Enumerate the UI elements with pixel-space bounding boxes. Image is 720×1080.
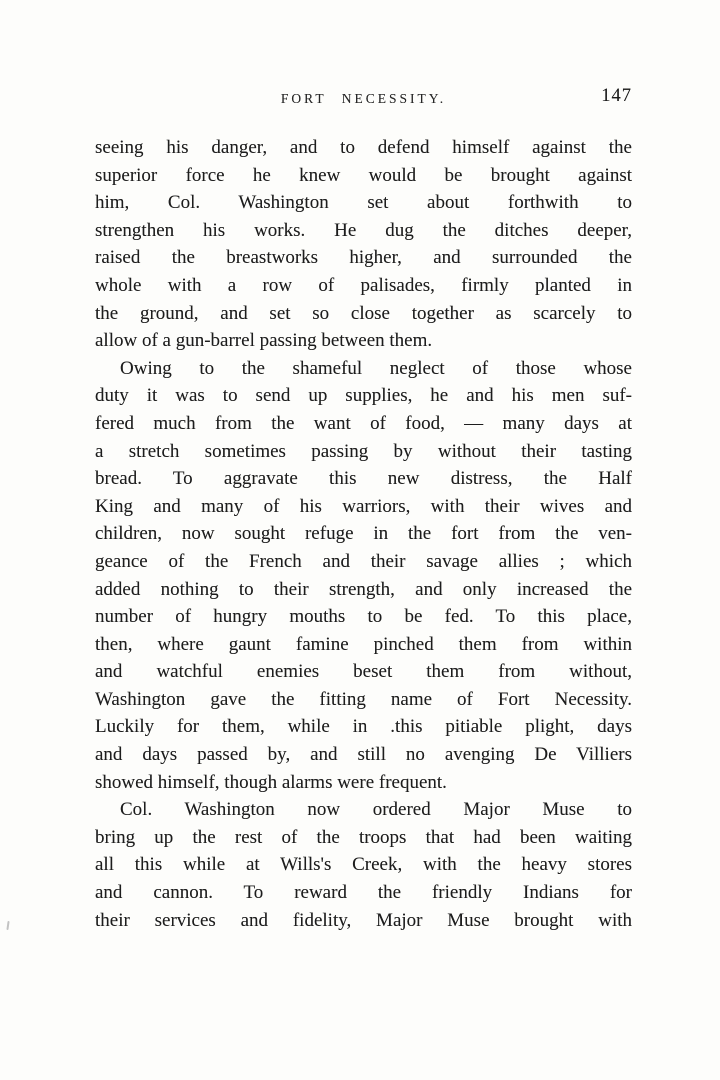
paragraph bbox=[95, 355, 632, 797]
text-line: and days passed by, and still no avenging De Villiers bbox=[95, 744, 632, 766]
paragraph bbox=[95, 796, 632, 934]
text-line: bring up the rest of the troops that had been waiting bbox=[95, 826, 632, 848]
scan-artifact bbox=[6, 921, 9, 930]
page-header bbox=[95, 86, 632, 114]
text-line: all this while at Wills's Creek, with the heavy stores bbox=[95, 854, 632, 876]
text-line: Col. Washington now ordered Major Muse to bbox=[120, 799, 632, 821]
text-line: and cannon. To reward the friendly Indians for bbox=[95, 882, 632, 904]
text-block bbox=[95, 134, 632, 934]
text-line: seeing his danger, and to defend himself against the bbox=[95, 137, 632, 158]
text-line: whole with a row of palisades, firmly planted in bbox=[95, 274, 632, 296]
running-title: FORT NECESSITY. bbox=[280, 91, 447, 106]
text-line: and watchful enemies beset them from without, bbox=[95, 661, 632, 683]
text-line: King and many of his warriors, with their wives and bbox=[95, 495, 632, 517]
text-line: raised the breastworks higher, and surrounded the bbox=[95, 247, 632, 269]
text-line: a stretch sometimes passing by without their tasting bbox=[95, 440, 632, 462]
text-line: added nothing to their strength, and only increased the bbox=[95, 578, 632, 600]
text-line: allow of a gun-barrel passing between them. bbox=[95, 330, 433, 352]
text-line: showed himself, though alarms were frequent. bbox=[95, 771, 447, 793]
text-line: Luckily for them, while in .this pitiable plight, days bbox=[95, 716, 632, 738]
text-line: Owing to the shameful neglect of those whose bbox=[120, 357, 632, 379]
text-line: bread. To aggravate this new distress, the Half bbox=[95, 468, 632, 490]
text-line: their services and fidelity, Major Muse brought with bbox=[95, 909, 632, 931]
text-line: Washington gave the fitting name of Fort Necessity. bbox=[95, 688, 632, 710]
text-line: him, Col. Washington set about forthwith to bbox=[95, 192, 632, 214]
page-number: 147 bbox=[601, 86, 632, 106]
text-line: superior force he knew would be brought against bbox=[95, 164, 632, 186]
text-line: duty it was to send up supplies, he and his men suf- bbox=[95, 385, 632, 407]
text-line: children, now sought refuge in the fort from the ven- bbox=[95, 523, 632, 545]
text-line: strengthen his works. He dug the ditches deeper, bbox=[95, 219, 632, 241]
text-line: then, where gaunt famine pinched them from within bbox=[95, 633, 632, 655]
text-line: number of hungry mouths to be fed. To this place, bbox=[95, 606, 632, 628]
text-line: the ground, and set so close together as scarcely to bbox=[95, 302, 632, 324]
paragraph bbox=[95, 134, 632, 355]
text-line: geance of the French and their savage allies ; which bbox=[95, 550, 632, 572]
text-line: fered much from the want of food, — many days at bbox=[95, 412, 632, 434]
